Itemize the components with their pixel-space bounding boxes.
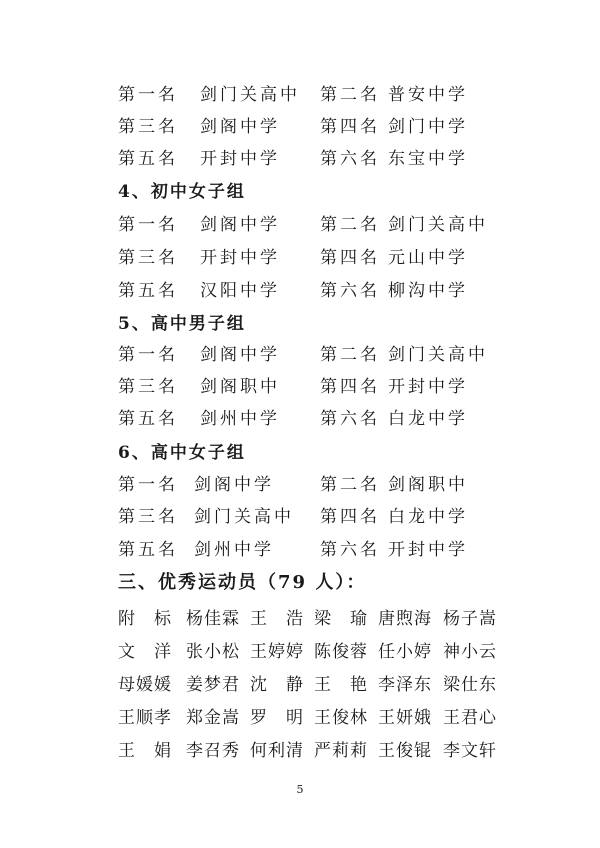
section-heading: 4、初中女子组 xyxy=(118,182,246,202)
school-name: 剑门关高中 xyxy=(388,215,488,235)
rank-label: 第五名 xyxy=(118,149,178,169)
school-name: 白龙中学 xyxy=(388,409,468,429)
athlete-name: 王君心 xyxy=(443,708,497,728)
rank-label: 第四名 xyxy=(320,117,380,137)
athlete-name: 梁 瑜 xyxy=(314,609,368,629)
rank-label: 第四名 xyxy=(320,507,380,527)
section-heading: 6、高中女子组 xyxy=(118,443,246,463)
rank-label: 第六名 xyxy=(320,149,380,169)
athlete-name: 母媛媛 xyxy=(118,675,172,695)
athlete-name: 张小松 xyxy=(186,642,240,662)
school-name: 剑门关高中 xyxy=(388,345,488,365)
result-row xyxy=(0,112,600,142)
athlete-name: 王妍娥 xyxy=(378,708,432,728)
school-name: 剑阁中学 xyxy=(194,475,274,495)
athlete-name: 梁仕东 xyxy=(443,675,497,695)
school-name: 剑州中学 xyxy=(200,409,280,429)
athlete-name: 唐煦海 xyxy=(378,609,432,629)
athlete-row xyxy=(0,670,600,700)
athlete-name: 王 浩 xyxy=(250,609,304,629)
athlete-name: 王俊林 xyxy=(314,708,368,728)
result-row xyxy=(0,243,600,273)
school-name: 白龙中学 xyxy=(388,507,468,527)
rank-label: 第二名 xyxy=(320,85,380,105)
rank-label: 第一名 xyxy=(118,215,178,235)
result-row xyxy=(0,340,600,370)
school-name: 剑阁职中 xyxy=(200,377,280,397)
athlete-name: 严莉莉 xyxy=(314,741,368,761)
athlete-name: 陈俊蓉 xyxy=(314,642,368,662)
school-name: 剑阁职中 xyxy=(388,475,468,495)
school-name: 剑阁中学 xyxy=(200,215,280,235)
result-row xyxy=(0,535,600,565)
athlete-name: 郑金嵩 xyxy=(186,708,240,728)
rank-label: 第六名 xyxy=(320,409,380,429)
athlete-row xyxy=(0,736,600,766)
athlete-name: 王 艳 xyxy=(314,675,368,695)
page-number: 5 xyxy=(296,783,304,796)
result-row xyxy=(0,470,600,500)
athlete-row xyxy=(0,637,600,667)
rank-label: 第五名 xyxy=(118,409,178,429)
school-name: 汉阳中学 xyxy=(200,281,280,301)
school-name: 剑阁中学 xyxy=(200,345,280,365)
athlete-name: 姜梦君 xyxy=(186,675,240,695)
athlete-name: 李泽东 xyxy=(378,675,432,695)
athlete-row xyxy=(0,604,600,634)
rank-label: 第三名 xyxy=(118,507,178,527)
athlete-name: 神小云 xyxy=(443,642,497,662)
athlete-name: 王俊锟 xyxy=(378,741,432,761)
rank-label: 第二名 xyxy=(320,475,380,495)
rank-label: 第一名 xyxy=(118,85,178,105)
athlete-name: 王 娟 xyxy=(118,741,172,761)
athlete-name: 杨子嵩 xyxy=(443,609,497,629)
athlete-name: 罗 明 xyxy=(250,708,304,728)
school-name: 剑阁中学 xyxy=(200,117,280,137)
athlete-name: 沈 静 xyxy=(250,675,304,695)
school-name: 剑州中学 xyxy=(194,540,274,560)
athlete-name: 王婷婷 xyxy=(250,642,304,662)
school-name: 普安中学 xyxy=(388,85,468,105)
rank-label: 第三名 xyxy=(118,117,178,137)
school-name: 剑门关高中 xyxy=(194,507,294,527)
athlete-name: 附 标 xyxy=(118,609,172,629)
school-name: 开封中学 xyxy=(388,540,468,560)
result-row xyxy=(0,80,600,110)
result-row xyxy=(0,276,600,306)
rank-label: 第二名 xyxy=(320,215,380,235)
rank-label: 第一名 xyxy=(118,475,178,495)
athlete-name: 王顺孝 xyxy=(118,708,172,728)
rank-label: 第六名 xyxy=(320,281,380,301)
rank-label: 第一名 xyxy=(118,345,178,365)
section-heading: 三、优秀运动员（79 人）： xyxy=(118,572,367,593)
rank-label: 第四名 xyxy=(320,248,380,268)
rank-label: 第五名 xyxy=(118,540,178,560)
athlete-name: 李文轩 xyxy=(443,741,497,761)
result-row xyxy=(0,144,600,174)
result-row xyxy=(0,210,600,240)
section-heading: 5、高中男子组 xyxy=(118,314,246,334)
school-name: 东宝中学 xyxy=(388,149,468,169)
rank-label: 第五名 xyxy=(118,281,178,301)
result-row xyxy=(0,372,600,402)
school-name: 开封中学 xyxy=(388,377,468,397)
school-name: 柳沟中学 xyxy=(388,281,468,301)
athlete-name: 文 洋 xyxy=(118,642,172,662)
school-name: 开封中学 xyxy=(200,248,280,268)
school-name: 剑门关高中 xyxy=(200,85,300,105)
school-name: 元山中学 xyxy=(388,248,468,268)
rank-label: 第三名 xyxy=(118,248,178,268)
school-name: 开封中学 xyxy=(200,149,280,169)
athlete-name: 杨佳霖 xyxy=(186,609,240,629)
result-row xyxy=(0,502,600,532)
result-row xyxy=(0,404,600,434)
athlete-row xyxy=(0,703,600,733)
rank-label: 第二名 xyxy=(320,345,380,365)
rank-label: 第四名 xyxy=(320,377,380,397)
athlete-name: 李召秀 xyxy=(186,741,240,761)
athlete-name: 何利清 xyxy=(250,741,304,761)
rank-label: 第三名 xyxy=(118,377,178,397)
school-name: 剑门中学 xyxy=(388,117,468,137)
athlete-name: 任小婷 xyxy=(378,642,432,662)
rank-label: 第六名 xyxy=(320,540,380,560)
